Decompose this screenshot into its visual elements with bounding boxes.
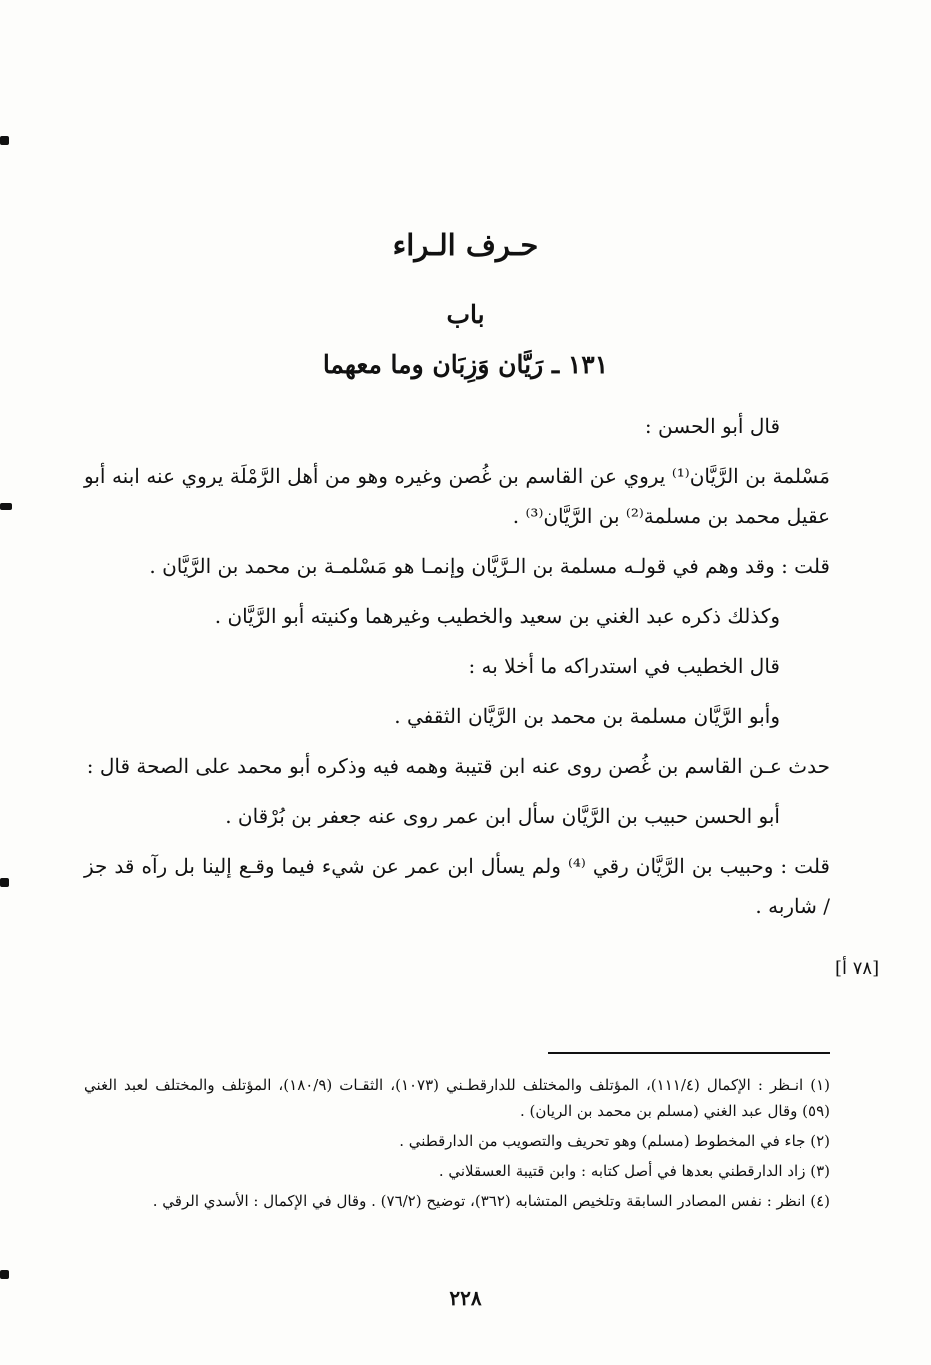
footnote: (٣) زاد الدارقطني بعدها في أصل كتابه : وابن قتيبة العسقلاني .: [438, 1162, 830, 1180]
paragraph: مَسْلمة بن الرَّيَّان⁽¹⁾ يروي عن القاسم بن غُصن وغيره وهو من أهل الرَّمْلَة يروي عنه ابنه أبو عقيل محمد بن مسلمة⁽²⁾ بن الرَّيَّان⁽³⁾ .: [84, 464, 830, 528]
left-edge-mark: [0, 136, 9, 145]
entry-heading: ١٣١ ـ رَيَّان وَزِبَان وما معهما: [322, 350, 609, 379]
footnote-divider: [548, 1052, 830, 1054]
left-edge-mark: [0, 503, 12, 510]
paragraph: أبو الحسن حبيب بن الرَّيَّان سأل ابن عمر روى عنه جعفر بن بُرْقان .: [225, 804, 780, 828]
footnotes: [84, 1072, 830, 1218]
page-number: ٢٢٨: [449, 1286, 482, 1310]
paragraph: وأبو الرَّيَّان مسلمة بن محمد بن الرَّيَّان الثقفي .: [394, 704, 780, 728]
footnote: (١) انـظر : الإكمال (١١١/٤)، المؤتلف والمختلف للدارقطـني (١٠٧٣)، الثقـات (١٨٠/٩)، المؤتلف والمختلف لعبد الغني (٥٩) وقال عبد الغني (مسلم بن محمد بن الريان) .: [84, 1076, 830, 1120]
left-edge-mark: [0, 878, 9, 887]
folio-reference: [٧٨ أ]: [835, 958, 880, 979]
paragraph: حدث عـن القاسم بن غُصن روى عنه ابن قتيبة وهمه فيه وذكره أبو محمد على الصحة قال :: [86, 754, 830, 778]
section-label: باب: [446, 300, 485, 329]
left-edge-mark: [0, 1270, 9, 1279]
paragraph: قال أبو الحسن :: [644, 414, 780, 438]
paragraph: قال الخطيب في استدراكه ما أخلا به :: [468, 654, 780, 678]
paragraph: وكذلك ذكره عبد الغني بن سعيد والخطيب وغيرهما وكنيته أبو الرَّيَّان .: [214, 604, 780, 628]
main-text: [84, 406, 830, 936]
footnote: (٤) انظر : نفس المصادر السابقة وتلخيص المتشابه (٣٦٢)، توضيح (٧٦/٢) . وقال في الإكمال : الأسدي الرقي .: [152, 1192, 830, 1210]
chapter-title: حـرف الـراء: [392, 228, 539, 262]
footnote: (٢) جاء في المخطوط (مسلم) وهو تحريف والتصويب من الدارقطني .: [399, 1132, 830, 1150]
paragraph: قلت : وقد وهم في قولـه مسلمة بن الـرَّيَّان وإنمـا هو مَسْلمـة بن محمد بن الرَّيَّان .: [149, 554, 830, 578]
paragraph: قلت : وحبيب بن الرَّيَّان رقي ⁽⁴⁾ ولم يسأل ابن عمر عن شيء فيما وقـع إلينا بل رآه قد جز / شاربه .: [84, 854, 830, 918]
